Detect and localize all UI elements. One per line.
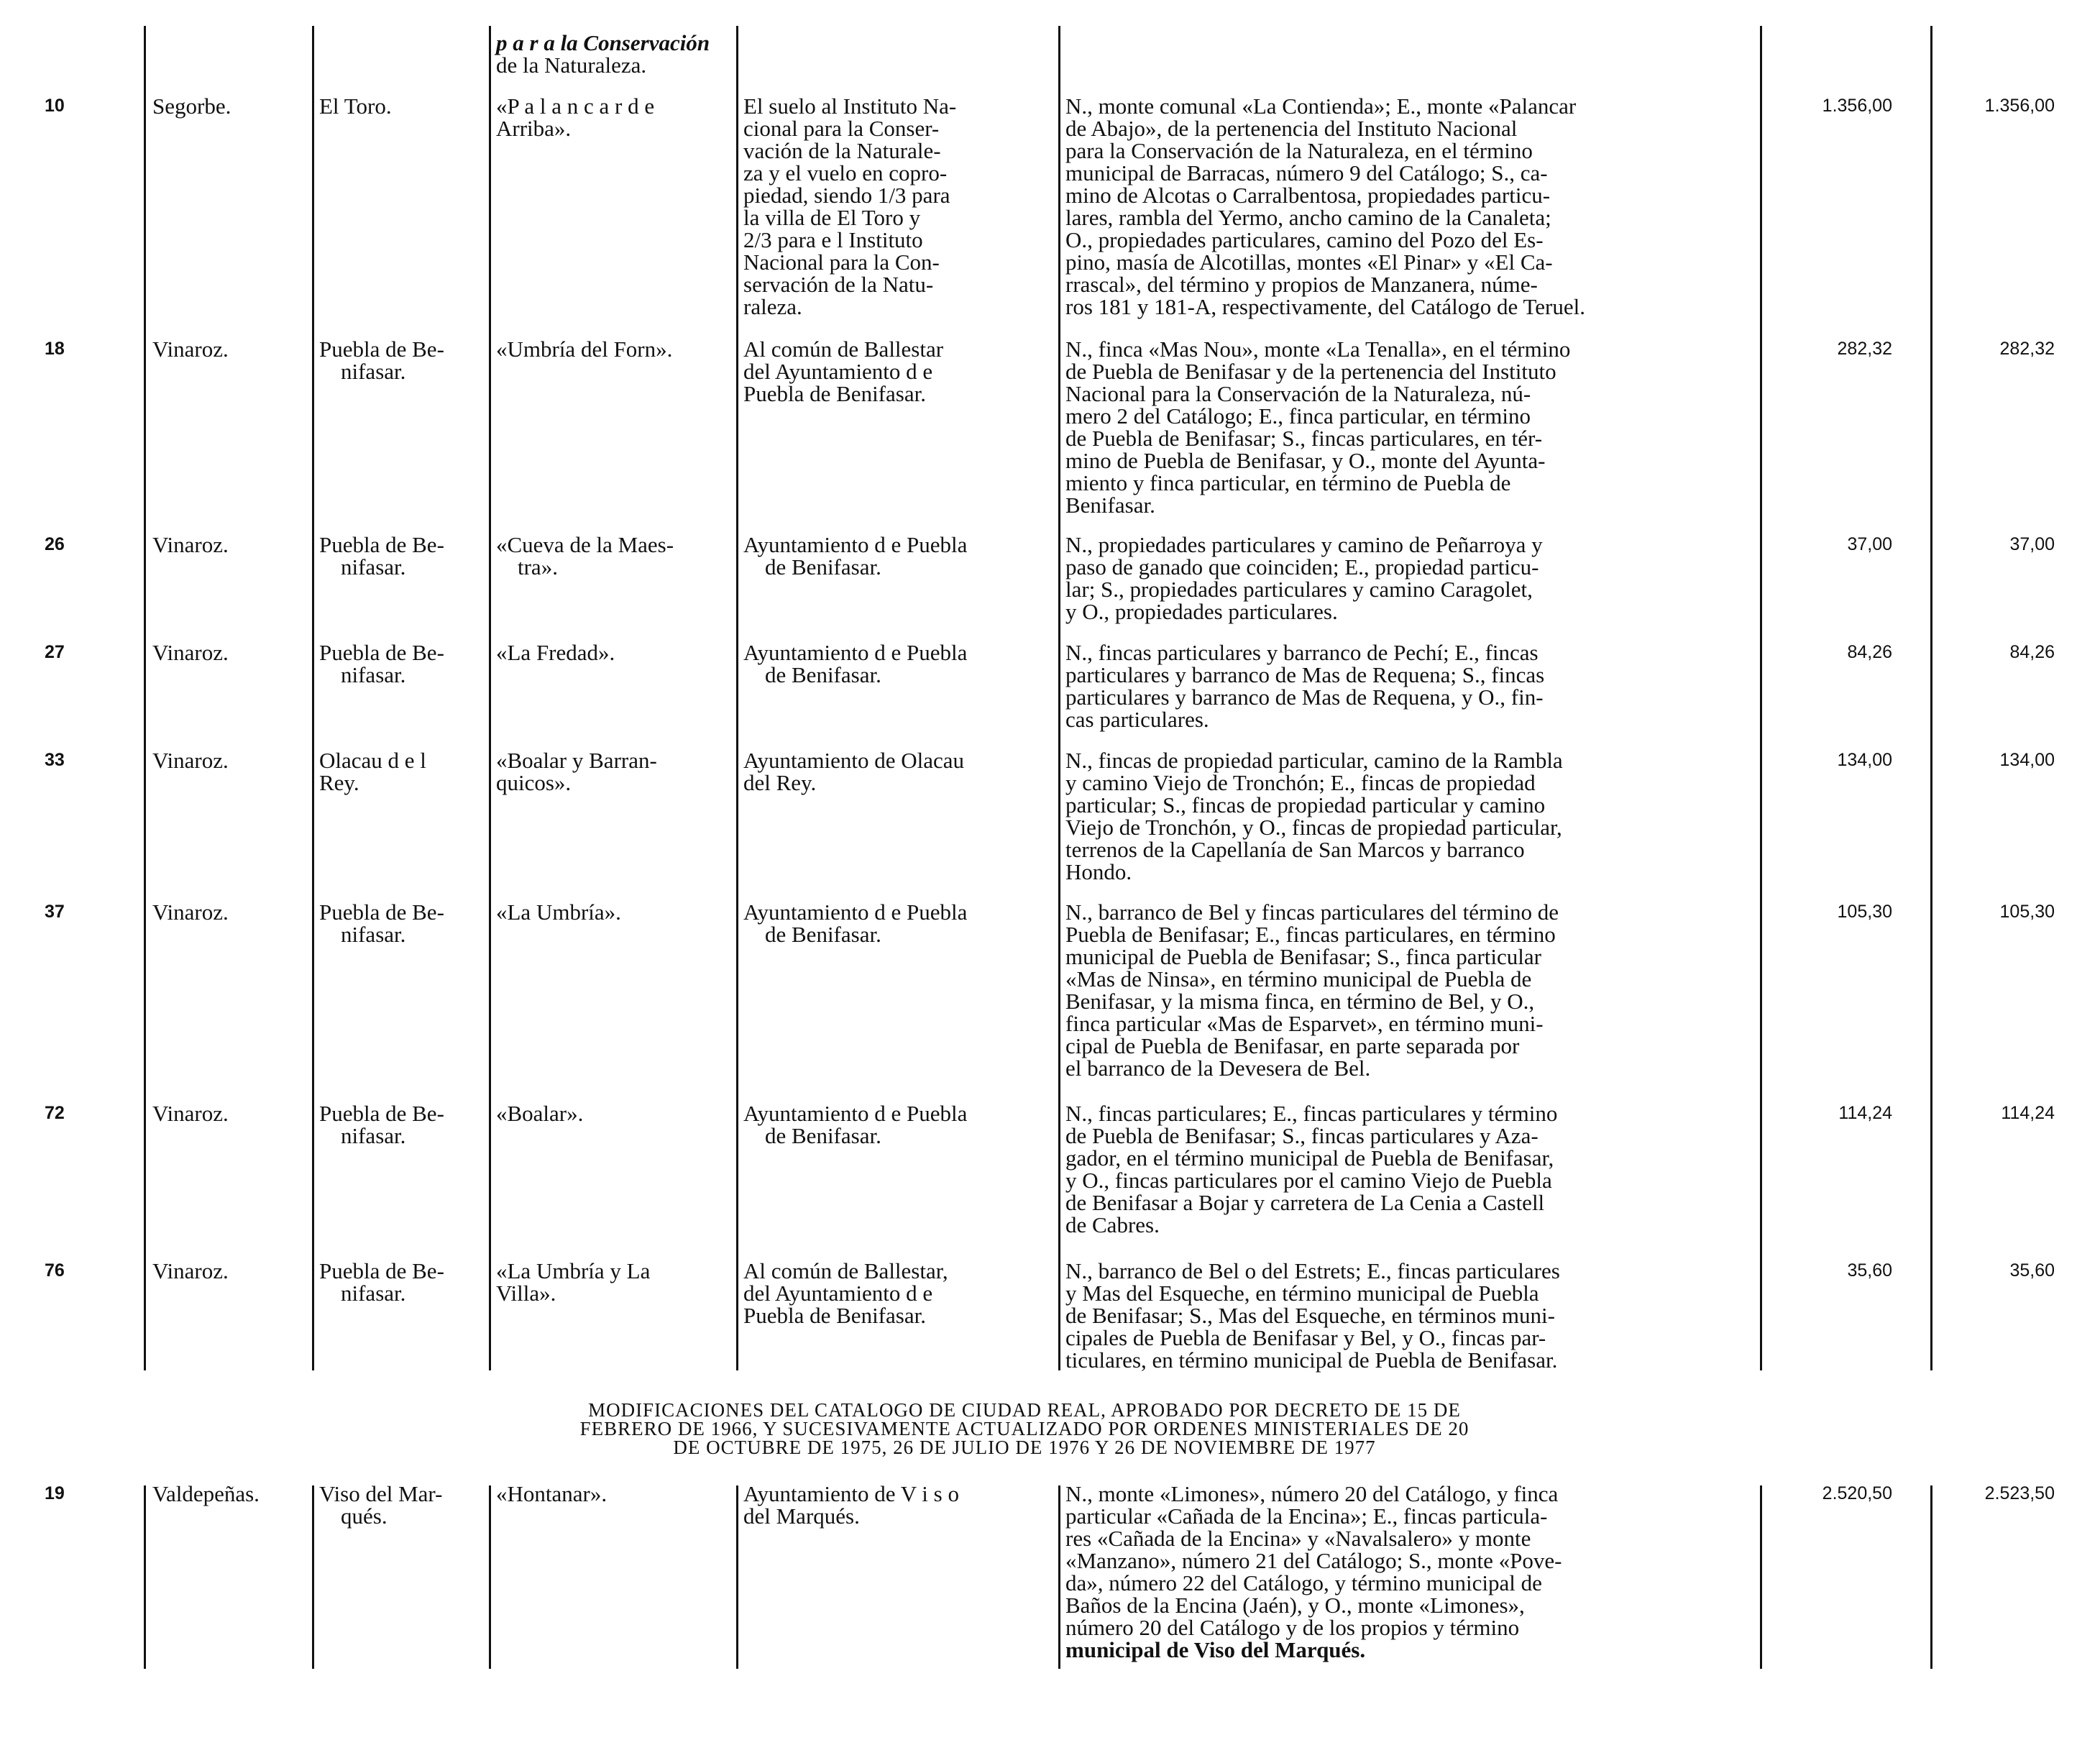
area-value: 37,00 — [2009, 534, 2055, 554]
municipio — [319, 95, 392, 117]
pertenencia — [743, 534, 967, 578]
monte-line: «Boalar y Barran- — [496, 748, 657, 773]
column-rule — [312, 26, 314, 1370]
column-rule — [489, 26, 491, 1370]
municipio-line: nifasar. — [341, 554, 406, 580]
monte-name — [496, 901, 621, 923]
pertenencia-line: del Marqués. — [743, 1503, 860, 1529]
linderos-line: «Manzano», número 21 del Catálogo; S., monte «Pove- — [1065, 1548, 1562, 1573]
linderos-line: N., monte comunal «La Contienda»; E., monte «Palancar — [1065, 93, 1577, 119]
continuation-line: p a r a la Conservación — [496, 30, 710, 55]
area-value: 105,30 — [1999, 902, 2055, 922]
monte-line: «P a l a n c a r d e — [496, 93, 655, 119]
section-heading-line: DE OCTUBRE DE 1975, 26 DE JULIO DE 1976 Y 26 DE NOVIEMBRE DE 1977 — [673, 1437, 1376, 1458]
linderos-line: O., propiedades particulares, camino del Pozo del Es- — [1065, 227, 1544, 252]
linderos-line: de Puebla de Benifasar y de la pertenencia del Instituto — [1065, 359, 1556, 384]
area-value: 282,32 — [1999, 339, 2055, 359]
monte-name — [496, 534, 674, 578]
municipio — [319, 1483, 442, 1527]
pertenencia — [743, 1260, 948, 1327]
pertenencia — [743, 1102, 967, 1147]
pertenencia-line: El suelo al Instituto Na- — [743, 93, 957, 119]
linderos-line: número 20 del Catálogo y de los propios y término — [1065, 1615, 1520, 1640]
municipio — [319, 901, 444, 945]
linderos-line: miento y finca particular, en término de Puebla de — [1065, 470, 1511, 495]
linderos-line: particulares y barranco de Mas de Requena, y O., fin- — [1065, 684, 1544, 710]
municipio-line: El Toro. — [319, 93, 392, 119]
municipio-line: Puebla de Be- — [319, 1258, 444, 1283]
linderos-line: N., monte «Limones», número 20 del Catálogo, y finca — [1065, 1481, 1559, 1506]
monte-line: tra». — [518, 554, 558, 580]
monte-line: «La Umbría». — [496, 899, 621, 925]
municipio — [319, 1260, 444, 1304]
monte-name — [496, 1483, 607, 1505]
comarca: Vinaroz. — [152, 1258, 229, 1283]
linderos-line: de Puebla de Benifasar; S., fincas particulares, en tér- — [1065, 426, 1543, 451]
linderos — [1065, 1483, 1562, 1661]
section-heading-line: FEBRERO DE 1966, Y SUCESIVAMENTE ACTUALIZADO POR ORDENES MINISTERIALES DE 20 — [579, 1418, 1469, 1439]
linderos-line: Puebla de Benifasar; E., fincas particulares, en término — [1065, 922, 1556, 947]
linderos-line: N., finca «Mas Nou», monte «La Tenalla», en el término — [1065, 336, 1571, 362]
linderos-line: particular; S., fincas de propiedad particular y camino — [1065, 792, 1546, 818]
monte-line: «Hontanar». — [496, 1481, 607, 1506]
linderos — [1065, 641, 1544, 731]
municipio — [319, 641, 444, 686]
row-number: 10 — [45, 96, 65, 116]
area-value: 134,00 — [1999, 750, 2055, 770]
linderos-line: N., fincas particulares y barranco de Pechí; E., fincas — [1065, 640, 1539, 665]
column-rule — [144, 26, 146, 1370]
pertenencia-line: Ayuntamiento d e Puebla — [743, 899, 968, 925]
monte-line: «Umbría del Forn». — [496, 336, 673, 362]
pertenencia-line: del Rey. — [743, 770, 817, 795]
area-value: 114,24 — [1838, 1103, 1892, 1123]
municipio-line: Puebla de Be- — [319, 532, 444, 557]
comarca: Vinaroz. — [152, 899, 229, 925]
pertenencia-line: Ayuntamiento d e Puebla — [743, 640, 968, 665]
municipio-line: nifasar. — [341, 1123, 406, 1148]
pertenencia-line: la villa de El Toro y — [743, 205, 921, 230]
column-rule — [1058, 26, 1060, 1370]
monte-line: «La Umbría y La — [496, 1258, 651, 1283]
linderos-line: particular «Cañada de la Encina»; E., fincas particula- — [1065, 1503, 1548, 1529]
row-number: 72 — [45, 1103, 65, 1123]
pertenencia-line: Nacional para la Con- — [743, 249, 940, 275]
pertenencia-line: Ayuntamiento de Olacau — [743, 748, 965, 773]
linderos-line: de Benifasar a Bojar y carretera de La Cenia a Castell — [1065, 1190, 1545, 1215]
linderos-line: Benifasar, y la misma finca, en término de Bel, y O., — [1065, 989, 1535, 1014]
pertenencia-line: raleza. — [743, 294, 802, 319]
column-rule — [1760, 26, 1762, 1370]
linderos-line: lares, rambla del Yermo, ancho camino de la Canaleta; — [1065, 205, 1551, 230]
row-number: 37 — [45, 902, 65, 922]
column-rule — [736, 1485, 738, 1669]
comarca: Vinaroz. — [152, 336, 229, 362]
section-heading-line: MODIFICACIONES DEL CATALOGO DE CIUDAD REAL, APROBADO POR DECRETO DE 15 DE — [588, 1399, 1461, 1421]
linderos-line: y camino Viejo de Tronchón; E., fincas de propiedad — [1065, 770, 1536, 795]
linderos-line: Viejo de Tronchón, y O., fincas de propiedad particular, — [1065, 815, 1562, 840]
municipio-line: nifasar. — [341, 662, 406, 687]
pertenencia-line: piedad, siendo 1/3 para — [743, 183, 950, 208]
linderos-line: municipal de Viso del Marqués. — [1065, 1637, 1366, 1662]
pertenencia-line: del Ayuntamiento d e — [743, 1281, 933, 1306]
linderos-line: mino de Alcotas o Carralbentosa, propiedades particu- — [1065, 183, 1551, 208]
monte-line: «Cueva de la Maes- — [496, 532, 674, 557]
comarca: Segorbe. — [152, 93, 231, 119]
linderos-line: de Puebla de Benifasar; S., fincas particulares y Aza- — [1065, 1123, 1539, 1148]
linderos-line: cipales de Puebla de Benifasar y Bel, y O., fincas par- — [1065, 1325, 1546, 1350]
municipio-line: nifasar. — [341, 1281, 406, 1306]
linderos — [1065, 1102, 1557, 1236]
linderos — [1065, 534, 1543, 623]
pertenencia-line: cional para la Conser- — [743, 116, 940, 141]
municipio — [319, 1102, 444, 1147]
linderos-line: particulares y barranco de Mas de Requena; S., fincas — [1065, 662, 1545, 687]
monte-name — [496, 1260, 650, 1304]
pertenencia — [743, 749, 964, 794]
column-rule — [489, 1485, 491, 1669]
area-value: 84,26 — [1847, 642, 1892, 662]
area-value: 105,30 — [1837, 902, 1892, 922]
pertenencia-line: de Benifasar. — [765, 922, 881, 947]
area-value: 114,24 — [2001, 1103, 2055, 1123]
area-value: 282,32 — [1837, 339, 1892, 359]
column-rule — [312, 1485, 314, 1669]
linderos — [1065, 338, 1570, 516]
linderos-line: de Cabres. — [1065, 1212, 1160, 1237]
linderos-line: Benifasar. — [1065, 493, 1155, 518]
comarca: Vinaroz. — [152, 532, 229, 557]
linderos-line: mino de Puebla de Benifasar, y O., monte del Ayunta- — [1065, 448, 1546, 473]
linderos-line: lar; S., propiedades particulares y camino Caragolet, — [1065, 577, 1533, 602]
row-number: 27 — [45, 642, 65, 662]
comarca: Valdepeñas. — [152, 1481, 260, 1506]
pertenencia-line: servación de la Natu- — [743, 272, 934, 297]
linderos-line: N., barranco de Bel y fincas particulares del término de — [1065, 899, 1559, 925]
municipio — [319, 749, 426, 794]
linderos-line: cas particulares. — [1065, 707, 1209, 732]
linderos-line: N., barranco de Bel o del Estrets; E., fincas particulares — [1065, 1258, 1560, 1283]
monte-line: «La Fredad». — [496, 640, 615, 665]
area-value: 2.520,50 — [1822, 1483, 1892, 1503]
continuation-line: de la Naturaleza. — [496, 52, 647, 78]
row-number: 33 — [45, 750, 65, 770]
pertenencia-line: Al común de Ballestar, — [743, 1258, 948, 1283]
linderos-line: y O., fincas particulares por el camino Viejo de Puebla — [1065, 1168, 1552, 1193]
column-rule — [1930, 26, 1932, 1370]
column-rule — [144, 1485, 146, 1669]
continuation-text — [496, 32, 710, 76]
municipio-line: nifasar. — [341, 359, 406, 384]
column-rule — [736, 26, 738, 1370]
linderos-line: pino, masía de Alcotillas, montes «El Pinar» y «El Ca- — [1065, 249, 1553, 275]
linderos-line: N., fincas de propiedad particular, camino de la Rambla — [1065, 748, 1563, 773]
area-value: 2.523,50 — [1984, 1483, 2055, 1503]
area-value: 1.356,00 — [1822, 96, 1892, 116]
comarca: Vinaroz. — [152, 1101, 229, 1126]
linderos-line: terrenos de la Capellanía de San Marcos y barranco — [1065, 837, 1525, 862]
row-number: 19 — [45, 1483, 65, 1503]
linderos — [1065, 1260, 1560, 1371]
pertenencia-line: Ayuntamiento d e Puebla — [743, 1101, 968, 1126]
monte-name — [496, 1102, 583, 1125]
linderos-line: ticulares, en término municipal de Puebla de Benifasar. — [1065, 1347, 1558, 1373]
linderos-line: «Mas de Ninsa», en término municipal de Puebla de — [1065, 966, 1532, 992]
pertenencia — [743, 1483, 959, 1527]
monte-name — [496, 95, 654, 139]
pertenencia — [743, 901, 967, 945]
municipio-line: qués. — [341, 1503, 388, 1529]
pertenencia-line: de Benifasar. — [765, 662, 881, 687]
pertenencia-line: Ayuntamiento de V i s o — [743, 1481, 959, 1506]
monte-line: Arriba». — [496, 116, 572, 141]
municipio — [319, 534, 444, 578]
linderos — [1065, 95, 1585, 318]
pertenencia-line: Al común de Ballestar — [743, 336, 944, 362]
linderos-line: finca particular «Mas de Esparvet», en término muni- — [1065, 1011, 1544, 1036]
municipio-line: Puebla de Be- — [319, 899, 444, 925]
comarca: Vinaroz. — [152, 640, 229, 665]
area-value: 35,60 — [2009, 1260, 2055, 1281]
linderos-line: N., propiedades particulares y camino de Peñarroya y — [1065, 532, 1543, 557]
area-value: 37,00 — [1847, 534, 1892, 554]
pertenencia-line: vación de la Naturale- — [743, 138, 941, 163]
linderos-line: ros 181 y 181-A, respectivamente, del Catálogo de Teruel. — [1065, 294, 1585, 319]
row-number: 18 — [45, 339, 65, 359]
column-rule — [1930, 1485, 1932, 1669]
linderos-line: cipal de Puebla de Benifasar, en parte separada por — [1065, 1033, 1520, 1058]
pertenencia-line: de Benifasar. — [765, 554, 881, 580]
pertenencia — [743, 338, 943, 405]
pertenencia-line: Puebla de Benifasar. — [743, 1303, 926, 1328]
monte-name — [496, 641, 615, 664]
municipio-line: Puebla de Be- — [319, 336, 444, 362]
municipio-line: Viso del Mar- — [319, 1481, 443, 1506]
linderos-line: mero 2 del Catálogo; E., finca particular, en término — [1065, 403, 1531, 429]
linderos-line: el barranco de la Devesera de Bel. — [1065, 1055, 1371, 1081]
municipio-line: Puebla de Be- — [319, 1101, 444, 1126]
row-number: 76 — [45, 1260, 65, 1281]
area-value: 84,26 — [2009, 642, 2055, 662]
linderos-line: paso de ganado que coinciden; E., propiedad particu- — [1065, 554, 1539, 580]
linderos-line: N., fincas particulares; E., fincas particulares y término — [1065, 1101, 1558, 1126]
linderos-line: y O., propiedades particulares. — [1065, 599, 1338, 624]
municipio-line: Olacau d e l — [319, 748, 426, 773]
linderos-line: rrascal», del término y propios de Manzanera, núme- — [1065, 272, 1538, 297]
section-heading — [431, 1401, 1618, 1457]
pertenencia-line: Ayuntamiento d e Puebla — [743, 532, 968, 557]
linderos-line: de Benifasar; S., Mas del Esqueche, en términos muni- — [1065, 1303, 1555, 1328]
linderos-line: da», número 22 del Catálogo, y término municipal de — [1065, 1570, 1542, 1595]
row-number: 26 — [45, 534, 65, 554]
municipio — [319, 338, 444, 383]
pertenencia-line: za y el vuelo en copro- — [743, 160, 948, 186]
monte-line: «Boalar». — [496, 1101, 584, 1126]
linderos-line: de Abajo», de la pertenencia del Instituto Nacional — [1065, 116, 1518, 141]
comarca: Vinaroz. — [152, 748, 229, 773]
linderos-line: y Mas del Esqueche, en término municipal de Puebla — [1065, 1281, 1539, 1306]
linderos — [1065, 749, 1563, 883]
municipio-line: Puebla de Be- — [319, 640, 444, 665]
linderos-line: Hondo. — [1065, 859, 1132, 884]
area-value: 134,00 — [1837, 750, 1892, 770]
linderos-line: res «Cañada de la Encina» y «Navalsalero» y monte — [1065, 1526, 1531, 1551]
monte-line: Villa». — [496, 1281, 556, 1306]
linderos-line: gador, en el término municipal de Puebla de Benifasar, — [1065, 1145, 1554, 1171]
pertenencia — [743, 641, 967, 686]
linderos-line: municipal de Puebla de Benifasar; S., finca particular — [1065, 944, 1541, 969]
pertenencia-line: 2/3 para e l Instituto — [743, 227, 923, 252]
monte-name — [496, 338, 672, 360]
pertenencia-line: Puebla de Benifasar. — [743, 381, 926, 406]
pertenencia-line: del Ayuntamiento d e — [743, 359, 933, 384]
municipio-line: Rey. — [319, 770, 359, 795]
linderos-line: Nacional para la Conservación de la Naturaleza, nú- — [1065, 381, 1531, 406]
monte-name — [496, 749, 657, 794]
column-rule — [1058, 1485, 1060, 1669]
linderos-line: municipal de Barracas, número 9 del Catálogo; S., ca- — [1065, 160, 1548, 186]
linderos-line: Baños de la Encina (Jaén), y O., monte «Limones», — [1065, 1593, 1525, 1618]
monte-line: quicos». — [496, 770, 572, 795]
column-rule — [1760, 1485, 1762, 1669]
municipio-line: nifasar. — [341, 922, 406, 947]
pertenencia-line: de Benifasar. — [765, 1123, 881, 1148]
linderos-line: para la Conservación de la Naturaleza, en el término — [1065, 138, 1533, 163]
area-value: 1.356,00 — [1984, 96, 2055, 116]
linderos — [1065, 901, 1559, 1079]
area-value: 35,60 — [1847, 1260, 1892, 1281]
pertenencia — [743, 95, 956, 318]
